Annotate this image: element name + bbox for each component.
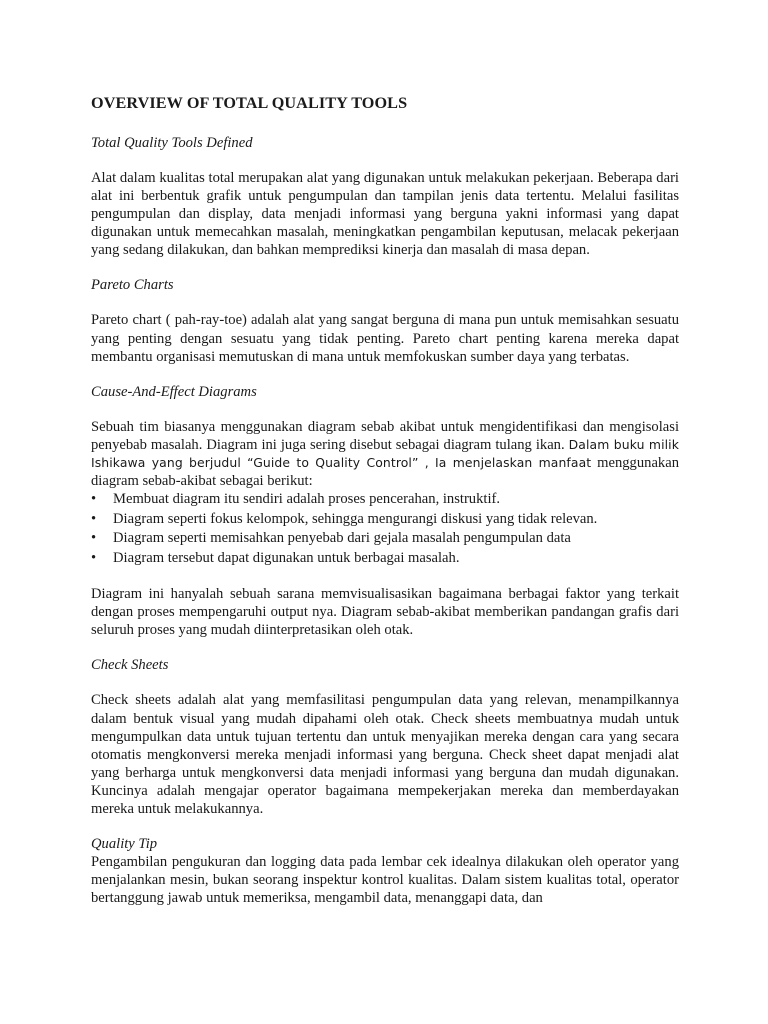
- paragraph-check-sheets: Check sheets adalah alat yang memfasilitasi pengumpulan data yang relevan, menampilkannya dalam bentuk visual yang mudah dipahami oleh otak. Check sheets membuatnya mudah untuk mengumpulkan data untuk tujuan tertentu dan untuk menyajikan mereka dengan cara yang secara otomatis mengkonversi mereka menjadi informasi yang berguna. Check sheet dapat menjadi alat yang berharga untuk mengkonversi data menjadi informasi yang berguna dan mudah digunakan. Kuncinya adalah mengajar operator bagaimana mempekerjakan mereka dan memberdayakan mereka untuk melakukannya.: [91, 692, 679, 817]
- paragraph-cause-effect-closing: Diagram ini hanyalah sebuah sarana memvisualisasikan bagaimana berbagai faktor yang terkait dengan proses mempengaruhi output nya. Diagram sebab-akibat memberikan pandangan grafis dari seluruh proses yang mudah diinterpretasikan oleh otak.: [91, 586, 679, 639]
- bullet-list: [91, 490, 679, 568]
- bullet-icon: •: [91, 549, 97, 566]
- paragraph-cause-effect-intro: [91, 418, 679, 490]
- document-page: [91, 93, 679, 907]
- paragraph-defined: Alat dalam kualitas total merupakan alat yang digunakan untuk melakukan pekerjaan. Beberapa dari alat ini berbentuk grafik untuk pengumpulan dan tampilan jenis data tertentu. Melalui fasilitas pengumpulan dan display, data menjadi informasi yang berguna yakni informasi yang dapat digunakan untuk memecahkan masalah, meningkatkan pengambilan keputusan, melacak pekerjaan yang sedang dilakukan, dan bahkan memprediksi kinerja dan masalah di masa depan.: [91, 170, 679, 259]
- list-item-text: Membuat diagram itu sendiri adalah proses pencerahan, instruktif.: [113, 491, 501, 508]
- document-title: OVERVIEW OF TOTAL QUALITY TOOLS: [91, 94, 408, 112]
- bullet-icon: •: [91, 510, 97, 527]
- heading-total-quality-tools-defined: Total Quality Tools Defined: [91, 135, 253, 151]
- list-item-text: Diagram seperti memisahkan penyebab dari gejala masalah pengumpulan data: [113, 530, 571, 547]
- list-item: [91, 549, 679, 569]
- list-item-text: Diagram seperti fokus kelompok, sehingga mengurangi diskusi yang tidak relevan.: [113, 510, 598, 527]
- heading-cause-and-effect: Cause-And-Effect Diagrams: [91, 383, 257, 400]
- heading-pareto-charts: Pareto Charts: [91, 277, 174, 294]
- bullet-icon: •: [91, 491, 97, 508]
- intro-ishikawa-text: Dalam buku milik Ishikawa yang berjudul “Guide to Quality Control” , Ia menjelaskan manfaat: [91, 436, 679, 470]
- intro-end-text: menggunakan diagram sebab-akibat sebagai berikut:: [91, 454, 679, 490]
- list-item: [91, 510, 679, 530]
- list-item: [91, 529, 679, 549]
- paragraph-quality-tip: Pengambilan pengukuran dan logging data pada lembar cek idealnya dilakukan oleh operator yang menjalankan mesin, bukan seorang inspektur kontrol kualitas. Dalam sistem kualitas total, operator bertanggung jawab untuk memeriksa, mengambil data, menanggapi data, dan: [91, 854, 679, 907]
- bullet-icon: •: [91, 530, 97, 547]
- heading-quality-tip: Quality Tip: [91, 836, 158, 853]
- heading-check-sheets: Check Sheets: [91, 657, 169, 674]
- list-item-text: Diagram tersebut dapat digunakan untuk berbagai masalah.: [113, 549, 460, 566]
- intro-text: Sebuah tim biasanya menggunakan diagram sebab akibat untuk mengidentifikasi dan mengisolasi penyebab masalah. Diagram ini juga sering disebut sebagai diagram tulang ikan.: [91, 418, 679, 453]
- list-item: [91, 490, 679, 510]
- paragraph-pareto: Pareto chart ( pah-ray-toe) adalah alat yang sangat berguna di mana pun untuk memisahkan sesuatu yang penting dengan sesuatu yang tidak penting. Pareto chart penting karena mereka dapat membantu organisasi memutuskan di mana untuk memfokuskan sumber daya yang terbatas.: [91, 312, 679, 365]
